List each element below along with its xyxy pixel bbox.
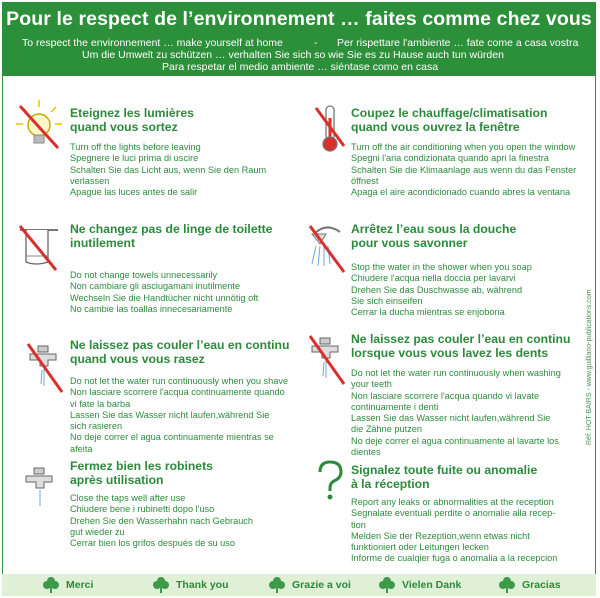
reference-note: Réf: HOT-BAIRS - www.guilliano-publications.com — [586, 289, 593, 445]
tip-shaving-text: Do not let the water run continuously when you shave Non lasciare scorrere l'acqua continuamente quando vi fate la barba Lassen Sie das Wasser nicht laufen,während Sie sich rasieren No deje correr el agua continuamente mientras se afeita — [70, 376, 289, 454]
tip-shaving — [70, 338, 289, 455]
tip-report-text: Report any leaks or abnormalities at the reception Segnalate eventuali perdite o anomalie alla recep- tion Melden Sie der Rezeption,wenn etwas nicht funktioniert oder Leitungen lecken Informe de cualqier fuga o anomalia a la recepcion — [351, 497, 558, 564]
tip-heating-title: Coupez le chauffage/climatisation quand vous ouvrez la fenêtre — [351, 106, 548, 134]
thanks-english: Thank you — [152, 575, 229, 595]
light-bulb-icon — [14, 98, 64, 158]
subtitle-german: Um die Umwelt zu schützen … verhalten Sie sich so wie Sie es zu Hause auch tun würden — [82, 49, 504, 61]
tip-report — [351, 463, 557, 565]
tip-teeth — [351, 332, 570, 458]
tip-heating-text: Turn off the air conditioning when you open the window Spegni l'aria condizionata quando apri la finestra Schalten Sie die Klimaanlage aus wenn du das Fenster öffnest Apaga el aire acondicionado cuando abres la ventana — [351, 142, 577, 198]
tip-shower-title: Arrêtez l’eau sous la douche pour vous savonner — [351, 222, 517, 250]
shower-icon — [306, 220, 352, 278]
tip-teeth-text: Do not let the water run continuously when washing your teeth Non lasciare scorrere l'acqua quando vi lavate continuamente i denti Lassen Sie das Wasser nicht laufen,während Sie die Zähne putzen No deje correr el agua continuamente al lavarte los dientes — [351, 368, 561, 458]
clover-icon — [42, 576, 60, 594]
tip-lights-text: Turn off the lights before leaving Spegnere le luci prima di uscire Schalten Sie das Licht aus, wenn Sie den Raum verlassen Apague las luces antes de salir — [70, 142, 267, 198]
clover-icon — [152, 576, 170, 594]
subtitle-english: To respect the environnement … make yourself at home — [22, 37, 283, 49]
subtitle-separator: - — [314, 37, 318, 49]
tip-shower — [351, 222, 532, 318]
question-mark-icon — [314, 460, 346, 502]
towel-icon — [16, 222, 62, 274]
tip-lights — [70, 106, 266, 198]
subtitle-spanish: Para respetar el medio ambiente … siéntase como en casa — [162, 61, 439, 73]
tip-towels-title: Ne changez pas de linge de toilette inutilement — [70, 222, 273, 250]
tip-taps — [70, 459, 253, 549]
tip-heating — [351, 106, 576, 198]
faucet-icon — [18, 462, 64, 516]
faucet-icon — [22, 340, 68, 396]
tip-shower-text: Stop the water in the shower when you soap Chiudere l'acqua nella doccia per lavarvi Drehen Sie das Duschwasse ab, während Sie sich einseifen Cerrar la ducha mientras se enjobona — [351, 262, 532, 318]
tip-taps-text: Close the taps well after use Chiudere bene i rubinetti dopo l'uso Drehen Sie den Wasserhahn nach Gebrauch gut wieder zu Cerrar bien los grifos después de su uso — [70, 493, 254, 549]
tip-towels — [70, 222, 273, 315]
tip-taps-title: Fermez bien les robinets après utilisation — [70, 459, 213, 487]
clover-icon — [378, 576, 396, 594]
header-banner — [2, 2, 596, 76]
faucet-icon — [304, 332, 350, 388]
tip-report-title: Signalez toute fuite ou anomalie à la réception — [351, 463, 538, 491]
clover-icon — [268, 576, 286, 594]
page-title: Pour le respect de l’environnement … faites comme chez vous — [6, 8, 592, 30]
thanks-spanish: Gracias — [498, 575, 561, 595]
thanks-german: Vielen Dank — [378, 575, 461, 595]
thanks-french: Merci — [42, 575, 93, 595]
tip-lights-title: Eteignez les lumières quand vous sortez — [70, 106, 194, 134]
tip-towels-text: Do not change towels unnecessarily Non cambiare gli asciugamani inutilmente Wechseln Sie die Handtücher nicht unnötig oft No cambie las toallas innecesariamente — [70, 270, 259, 314]
clover-icon — [498, 576, 516, 594]
tip-shaving-title: Ne laissez pas couler l’eau en continu quand vous vous rasez — [70, 338, 290, 366]
thanks-italian: Grazie a voi — [268, 575, 351, 595]
tip-teeth-title: Ne laissez pas couler l’eau en continu lorsque vous vous lavez les dents — [351, 332, 571, 360]
subtitle-italian: Per rispettare l'ambiente … fate come a casa vostra — [337, 37, 579, 49]
thermometer-icon — [312, 102, 348, 158]
